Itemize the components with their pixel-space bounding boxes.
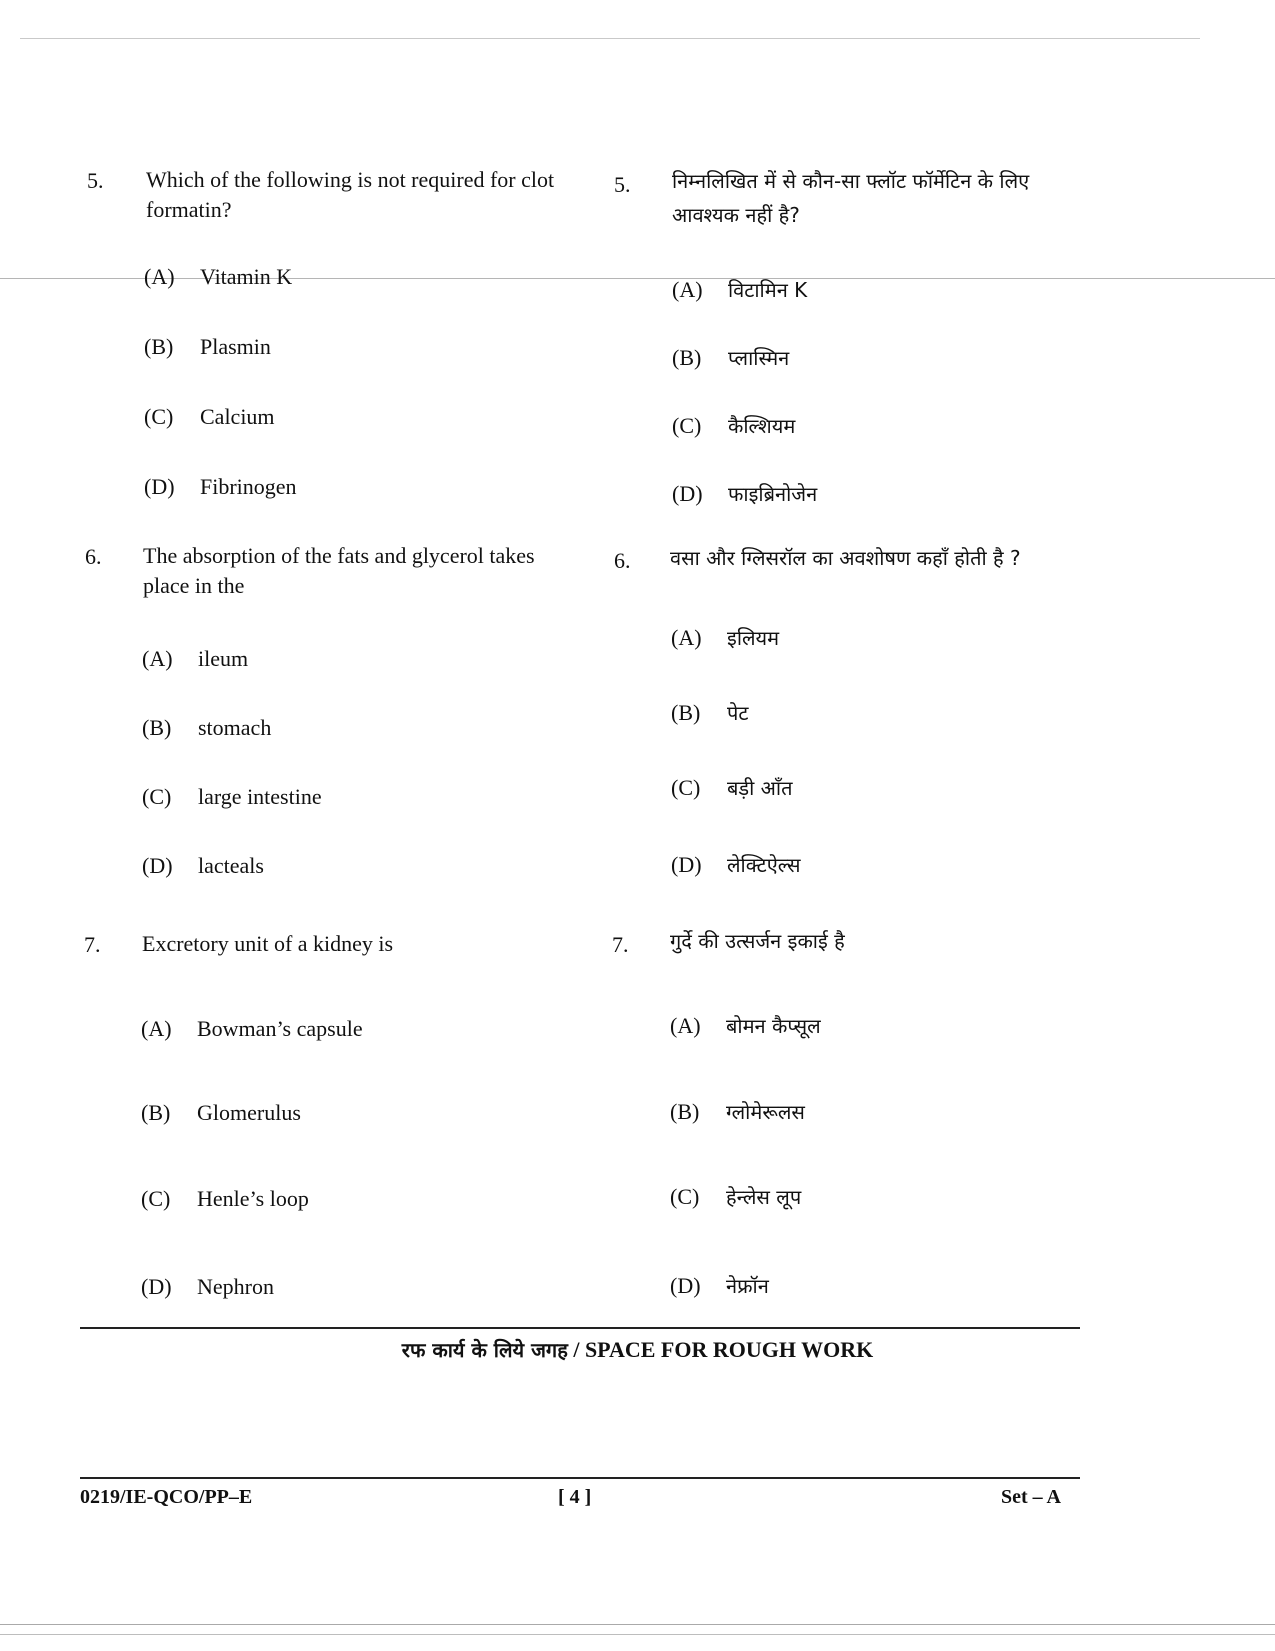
option-a[interactable]	[142, 646, 248, 672]
question-number: 6.	[85, 544, 102, 569]
option-label: (B)	[144, 334, 174, 359]
option-label: (B)	[142, 715, 172, 740]
question-number: 6.	[614, 548, 631, 573]
scan-line-bottom-2	[0, 1634, 1275, 1635]
rough-work-separator: /	[567, 1337, 585, 1362]
option-text: विटामिन K	[728, 278, 808, 302]
option-a[interactable]	[672, 276, 807, 303]
question-number: 5.	[87, 168, 104, 193]
question-text	[672, 164, 1092, 232]
scan-line-top	[20, 38, 1200, 39]
option-b[interactable]	[670, 1098, 805, 1125]
option-label: (B)	[141, 1100, 171, 1125]
option-a[interactable]	[141, 1016, 363, 1042]
option-text: हेन्लेस लूप	[726, 1185, 802, 1209]
option-a[interactable]	[671, 624, 779, 651]
option-label: (A)	[672, 277, 703, 302]
option-label: (B)	[672, 345, 702, 370]
option-text: फाइब्रिनोजेन	[728, 482, 818, 506]
option-label: (A)	[671, 625, 702, 650]
option-label: (D)	[672, 481, 703, 506]
option-c[interactable]	[670, 1183, 801, 1210]
option-label: (C)	[144, 404, 174, 429]
option-label: (A)	[670, 1013, 701, 1038]
option-d[interactable]	[671, 851, 801, 878]
option-label: (D)	[141, 1274, 172, 1299]
question-text-line-2: आवश्यक नहीं है?	[672, 203, 800, 227]
question-text-line-1: वसा और ग्लिसरॉल का अवशोषण कहाँ होती है ?	[670, 546, 1021, 570]
page-number: [ 4 ]	[558, 1486, 592, 1508]
option-b[interactable]	[671, 699, 748, 726]
option-text: ileum	[198, 646, 249, 671]
option-text: Bowman’s capsule	[197, 1016, 363, 1041]
option-label: (B)	[670, 1099, 700, 1124]
footer-rule	[80, 1477, 1080, 1479]
option-d[interactable]	[141, 1274, 274, 1300]
option-label: (C)	[142, 784, 172, 809]
option-label: (D)	[670, 1273, 701, 1298]
rough-work-hindi: रफ कार्य के लिये जगह	[401, 1338, 568, 1362]
rough-work-rule	[80, 1327, 1080, 1329]
question-text-line-2: place in the	[143, 573, 245, 598]
question-text-line-1: गुर्दे की उत्सर्जन इकाई है	[670, 929, 845, 953]
question-text	[142, 929, 592, 959]
option-text: Calcium	[200, 404, 275, 429]
rough-work-label	[0, 1336, 1275, 1363]
option-text: large intestine	[198, 784, 322, 809]
option-text: Glomerulus	[197, 1100, 301, 1125]
question-text	[143, 541, 593, 601]
option-label: (C)	[141, 1186, 171, 1211]
option-label: (D)	[142, 853, 173, 878]
question-text	[670, 541, 1100, 575]
option-label: (C)	[671, 775, 701, 800]
question-number: 5.	[614, 172, 631, 197]
option-c[interactable]	[671, 774, 793, 801]
option-label: (D)	[671, 852, 702, 877]
rough-work-english: SPACE FOR ROUGH WORK	[584, 1337, 874, 1362]
question-text	[670, 924, 1100, 958]
option-b[interactable]	[672, 344, 789, 371]
option-text: पेट	[727, 701, 749, 725]
option-d[interactable]	[672, 480, 817, 507]
option-text: Fibrinogen	[200, 474, 297, 499]
question-text-line-2: formatin?	[146, 197, 232, 222]
option-a[interactable]	[144, 264, 292, 290]
question-text-line-1: The absorption of the fats and glycerol takes	[143, 543, 535, 568]
option-b[interactable]	[142, 715, 271, 741]
paper-code: 0219/IE-QCO/PP–E	[80, 1486, 253, 1508]
option-label: (A)	[144, 264, 175, 289]
option-b[interactable]	[141, 1100, 301, 1126]
question-text	[146, 165, 586, 225]
option-label: (D)	[144, 474, 175, 499]
question-text-line-1: Excretory unit of a kidney is	[142, 931, 394, 956]
option-text: Vitamin K	[200, 264, 293, 289]
option-c[interactable]	[142, 784, 322, 810]
option-text: lacteals	[198, 853, 264, 878]
option-text: बोमन कैप्सूल	[726, 1014, 821, 1038]
option-text: कैल्शियम	[728, 414, 796, 438]
option-c[interactable]	[144, 404, 275, 430]
question-number: 7.	[84, 932, 101, 957]
option-label: (C)	[670, 1184, 700, 1209]
question-text-line-1: Which of the following is not required for clot	[146, 167, 555, 192]
set-label: Set – A	[1001, 1486, 1061, 1508]
option-text: लेक्टिऐल्स	[727, 853, 801, 877]
option-text: stomach	[198, 715, 272, 740]
option-d[interactable]	[670, 1272, 769, 1299]
option-label: (B)	[671, 700, 701, 725]
option-text: प्लास्मिन	[728, 346, 790, 370]
option-c[interactable]	[672, 412, 795, 439]
option-text: Nephron	[197, 1274, 274, 1299]
option-label: (C)	[672, 413, 702, 438]
option-d[interactable]	[144, 474, 297, 500]
option-b[interactable]	[144, 334, 271, 360]
option-c[interactable]	[141, 1186, 309, 1212]
question-text-line-1: निम्नलिखित में से कौन-सा फ्लॉट फॉर्मेटिन के लिए	[672, 169, 1030, 193]
option-label: (A)	[142, 646, 173, 671]
option-text: इलियम	[727, 626, 780, 650]
option-text: Henle’s loop	[197, 1186, 309, 1211]
option-label: (A)	[141, 1016, 172, 1041]
scan-line-bottom	[0, 1624, 1275, 1625]
option-d[interactable]	[142, 853, 264, 879]
option-text: ग्लोमेरूलस	[726, 1100, 805, 1124]
option-text: नेफ्रॉन	[726, 1274, 769, 1298]
option-text: Plasmin	[200, 334, 271, 359]
option-a[interactable]	[670, 1012, 821, 1039]
question-number: 7.	[612, 932, 629, 957]
option-text: बड़ी आँत	[727, 776, 793, 800]
